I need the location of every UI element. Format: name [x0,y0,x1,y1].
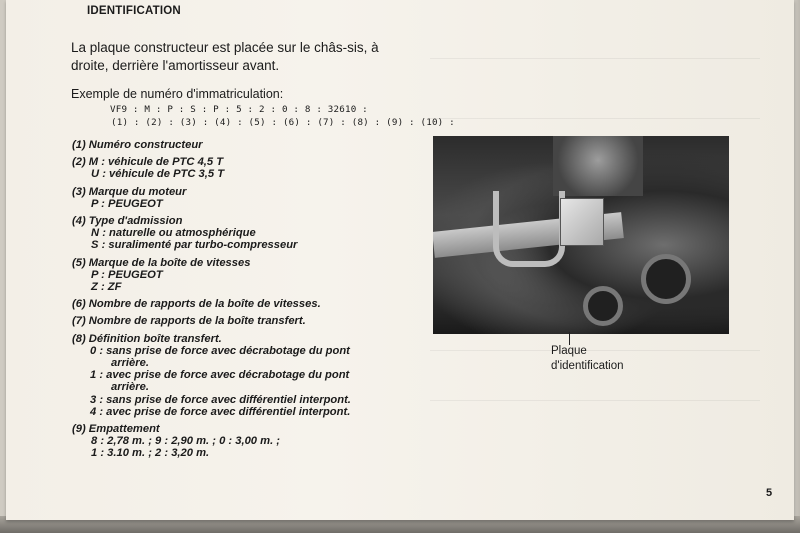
option-text: 1 : avec prise de force avec décrabotage du pont [90,369,350,382]
bleed-through-line [430,400,760,401]
option-text: 4 : avec prise de force avec différentiel interpont. [90,405,351,418]
identification-plate-shape [560,198,604,246]
definition-line: 1 : 3.10 m. ; 2 : 3,20 m. [91,447,210,460]
definition-label: (9) Empattement [72,423,160,436]
definition-option [72,394,392,406]
option-continuation: arrière. [111,381,149,394]
wheel-hub-shape [641,254,691,304]
definition-label: (5) Marque de la boîte de vitesses [72,256,251,269]
definition-1 [72,139,392,151]
definition-line: Z : ZF [91,281,122,294]
definition-3 [72,186,392,210]
option-continuation: arrière. [111,357,149,370]
example-title: Exemple de numéro d'immatriculation: [71,87,284,101]
definition-label: (4) Type d'admission [72,215,183,228]
definition-6 [72,298,392,310]
definition-option [72,369,392,393]
definition-7 [72,315,392,327]
definitions-list [72,139,392,465]
mechanical-part-shape [583,286,623,326]
option-text: 0 : sans prise de force avec décrabotage du pont [90,344,350,357]
definition-8 [72,333,392,418]
photo-caption [551,344,624,374]
option-text: 3 : sans prise de force avec différentiel interpont. [90,393,351,406]
caption-line-2: d'identification [551,360,624,372]
section-heading: IDENTIFICATION [87,5,181,17]
bleed-through-line [430,58,760,59]
definition-label: (3) Marque du moteur [72,185,187,198]
definition-option [72,345,392,369]
engine-block-shape [553,136,643,196]
definition-line: P : PEUGEOT [91,197,163,210]
definition-label: (8) Définition boîte transfert. [72,332,222,345]
definition-2 [72,156,392,180]
definition-line: P : PEUGEOT [91,268,163,281]
definition-line: N : naturelle ou atmosphérique [91,227,256,240]
definition-line: 8 : 2,78 m. ; 9 : 2,90 m. ; 0 : 3,00 m. ; [91,435,281,448]
definition-line: U : véhicule de PTC 3,5 T [91,168,225,181]
bleed-through-line [430,118,760,119]
definition-label: (2) M : véhicule de PTC 4,5 T [72,156,224,169]
caption-line-1: Plaque [551,345,587,357]
chassis-photo [433,136,729,334]
definition-line: S : suralimenté par turbo-compresseur [91,239,298,252]
definition-label: (7) Nombre de rapports de la boîte transfert. [72,315,306,328]
definition-label: (6) Nombre de rapports de la boîte de vitesses. [72,298,321,311]
definition-4 [72,215,392,252]
definition-9 [72,423,392,460]
definition-label: (1) Numéro constructeur [72,139,203,151]
shock-bracket-shape [493,191,565,267]
definition-option [72,406,392,418]
definition-5 [72,257,392,294]
registration-code-positions: (1) : (2) : (3) : (4) : (5) : (6) : (7) : (8) : (9) : (10) : [111,117,455,128]
registration-code-example: VF9 : M : P : S : P : 5 : 2 : 0 : 8 : 32610 : [110,104,368,115]
intro-paragraph: La plaque constructeur est placée sur le châs-sis, à droite, derrière l'amortisseur avant. [71,40,379,73]
page-number: 5 [766,487,773,499]
